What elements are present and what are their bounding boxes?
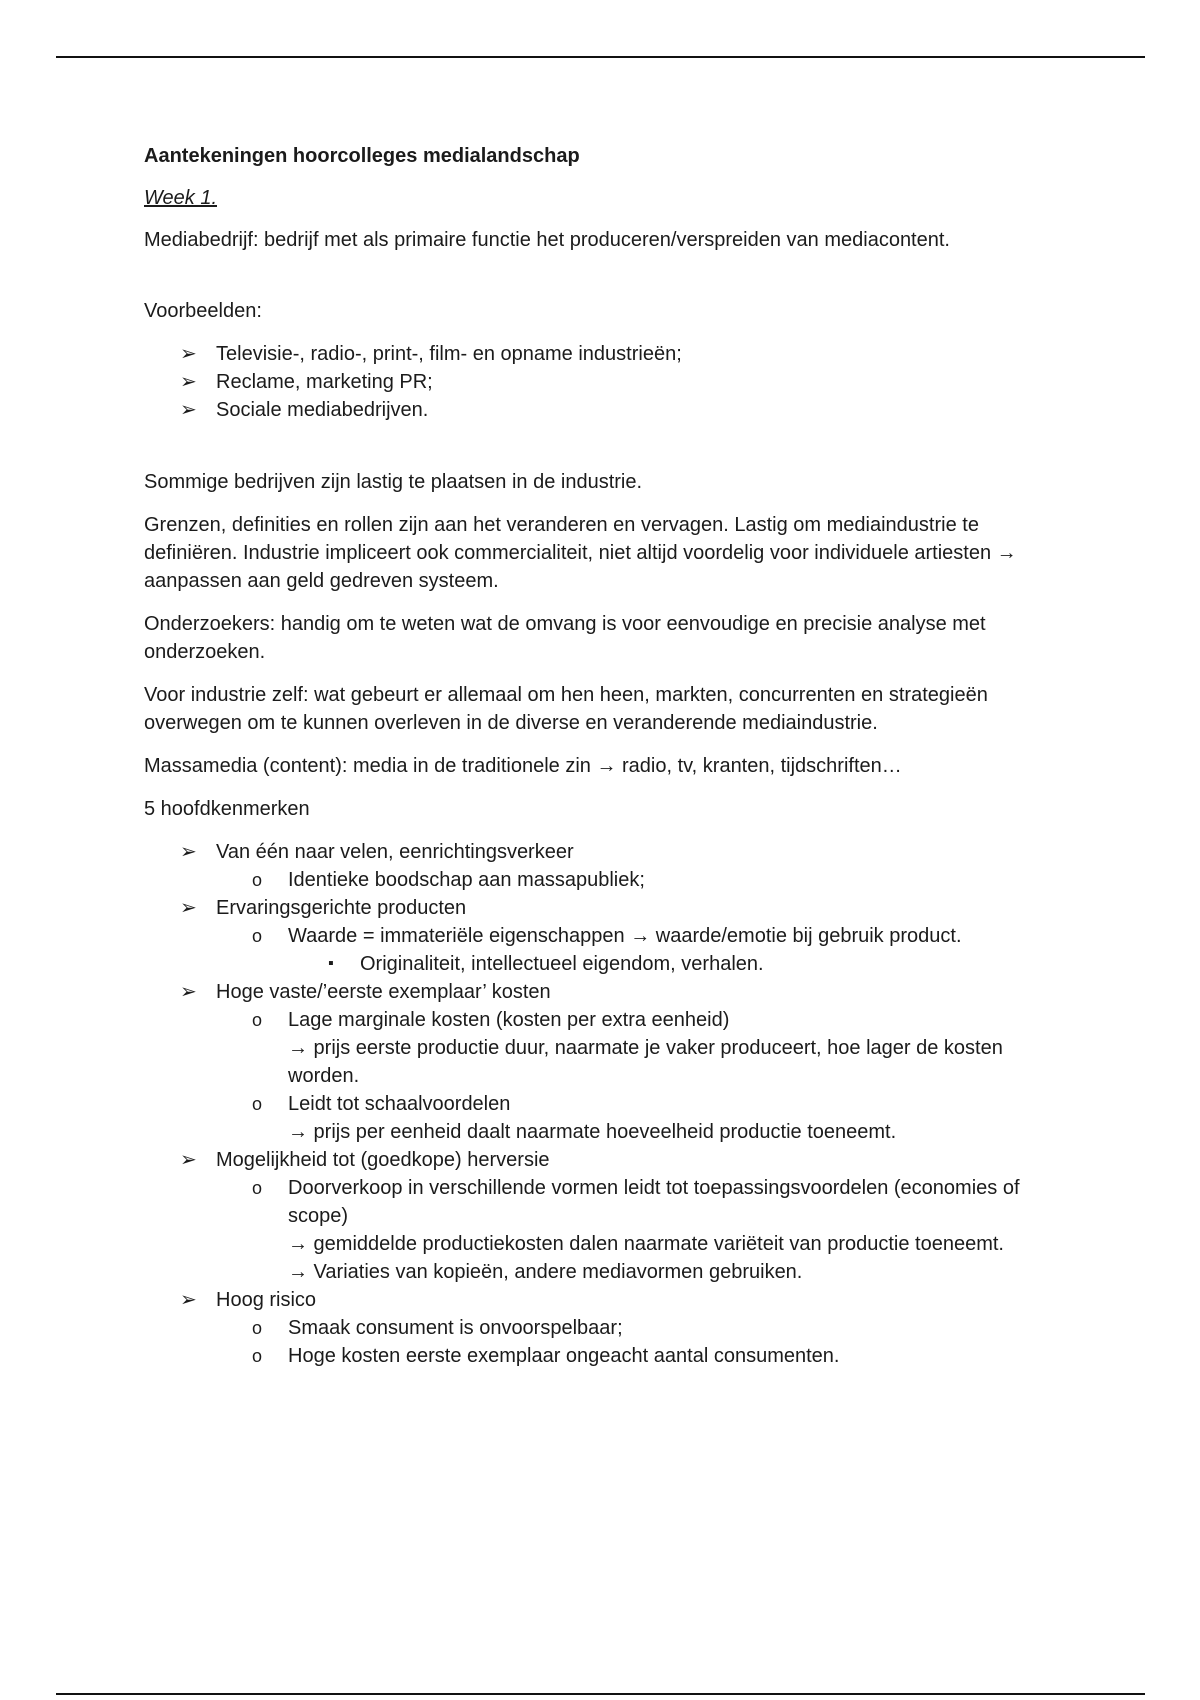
sub-item (252, 1090, 1064, 1146)
header-rule (56, 56, 1145, 58)
list-item (180, 368, 1064, 396)
feature-label: Ervaringsgerichte producten (216, 897, 467, 919)
circle-bullet-icon: o (252, 1178, 263, 1198)
sub-list (216, 1006, 1064, 1146)
sub-item (252, 1342, 1064, 1370)
sub-sub-item-text: Originaliteit, intellectueel eigendom, verhalen. (360, 953, 764, 975)
arrowhead-bullet-icon: ➢ (180, 371, 197, 393)
arrowhead-bullet-icon: ➢ (180, 841, 197, 863)
arrowhead-bullet-icon: ➢ (180, 1149, 197, 1171)
list-item (180, 396, 1064, 424)
sub-list (216, 1314, 1064, 1370)
document-body (144, 142, 1064, 1370)
list-item-text: Reclame, marketing PR; (216, 371, 433, 393)
sub-item-text: Identieke boodschap aan massapubliek; (288, 869, 645, 891)
feature-item (180, 838, 1064, 894)
arrowhead-bullet-icon: ➢ (180, 1289, 197, 1311)
feature-label: Hoog risico (216, 1289, 317, 1311)
sub-item-text: → prijs per eenheid daalt naarmate hoeveelheid productie toeneemt. (288, 1121, 897, 1143)
square-bullet-icon: ▪ (328, 955, 334, 972)
footer-rule (56, 1693, 1145, 1695)
list-item (180, 340, 1064, 368)
sub-list (216, 1174, 1064, 1286)
circle-bullet-icon: o (252, 870, 263, 890)
sub-item (252, 866, 1064, 894)
sub-item-text: Lage marginale kosten (kosten per extra eenheid) (288, 1009, 730, 1031)
document-title: Aantekeningen hoorcolleges medialandschap (144, 145, 580, 167)
sub-list (216, 866, 1064, 894)
circle-bullet-icon: o (252, 926, 263, 946)
sub-item-text: Smaak consument is onvoorspelbaar; (288, 1317, 623, 1339)
paragraph: Onderzoekers: handig om te weten wat de omvang is voor eenvoudige en precisie analyse met onderzoeken. (144, 613, 986, 663)
sub-list (216, 922, 1064, 978)
features-list (144, 838, 1064, 1370)
paragraph: Voor industrie zelf: wat gebeurt er allemaal om hen heen, markten, concurrenten en strategieën overwegen om te kunnen overleven in de diverse en veranderende mediaindustrie. (144, 684, 988, 734)
sub-item (252, 922, 1064, 978)
sub-item (252, 1314, 1064, 1342)
paragraph: Grenzen, definities en rollen zijn aan het veranderen en vervagen. Lastig om mediaindustrie te definiëren. Industrie impliceert ook commercialiteit, niet altijd voordelig voor individuele artiesten → aanpassen aan geld gedreven systeem. (144, 514, 1017, 592)
feature-item (180, 1146, 1064, 1286)
sub-sub-item (324, 950, 1064, 978)
feature-label: Van één naar velen, eenrichtingsverkeer (216, 841, 574, 863)
features-heading: 5 hoofdkenmerken (144, 798, 310, 820)
paragraph: Massamedia (content): media in de traditionele zin → radio, tv, kranten, tijdschriften… (144, 755, 902, 777)
circle-bullet-icon: o (252, 1318, 263, 1338)
feature-label: Hoge vaste/’eerste exemplaar’ kosten (216, 981, 551, 1003)
feature-item (180, 978, 1064, 1146)
feature-item (180, 894, 1064, 978)
list-item-text: Sociale mediabedrijven. (216, 399, 429, 421)
arrowhead-bullet-icon: ➢ (180, 343, 197, 365)
paragraph: Sommige bedrijven zijn lastig te plaatsen in de industrie. (144, 471, 643, 493)
sub-sub-list (288, 950, 1064, 978)
arrowhead-bullet-icon: ➢ (180, 399, 197, 421)
sub-item-text: Leidt tot schaalvoordelen (288, 1093, 511, 1115)
sub-item (252, 1006, 1064, 1090)
sub-item (252, 1174, 1064, 1286)
sub-item-text: Waarde = immateriële eigenschappen → waarde/emotie bij gebruik product. (288, 925, 962, 947)
circle-bullet-icon: o (252, 1346, 263, 1366)
sub-item-text: → Variaties van kopieën, andere mediavormen gebruiken. (288, 1261, 803, 1283)
week-heading: Week 1. (144, 187, 217, 209)
arrowhead-bullet-icon: ➢ (180, 897, 197, 919)
sub-item-text: Doorverkoop in verschillende vormen leidt tot toepassingsvoordelen (economies of scope) (288, 1177, 1020, 1227)
sub-item-text: Hoge kosten eerste exemplaar ongeacht aantal consumenten. (288, 1345, 840, 1367)
arrowhead-bullet-icon: ➢ (180, 981, 197, 1003)
definition-paragraph: Mediabedrijf: bedrijf met als primaire functie het produceren/verspreiden van mediacontent. (144, 229, 950, 251)
list-item-text: Televisie-, radio-, print-, film- en opname industrieën; (216, 343, 682, 365)
examples-list (144, 340, 1064, 424)
examples-heading: Voorbeelden: (144, 300, 262, 322)
sub-item-text: → gemiddelde productiekosten dalen naarmate variëteit van productie toeneemt. (288, 1233, 1004, 1255)
feature-label: Mogelijkheid tot (goedkope) herversie (216, 1149, 550, 1171)
circle-bullet-icon: o (252, 1094, 263, 1114)
feature-item (180, 1286, 1064, 1370)
sub-item-text: → prijs eerste productie duur, naarmate je vaker produceert, hoe lager de kosten worden. (288, 1037, 1003, 1087)
circle-bullet-icon: o (252, 1010, 263, 1030)
